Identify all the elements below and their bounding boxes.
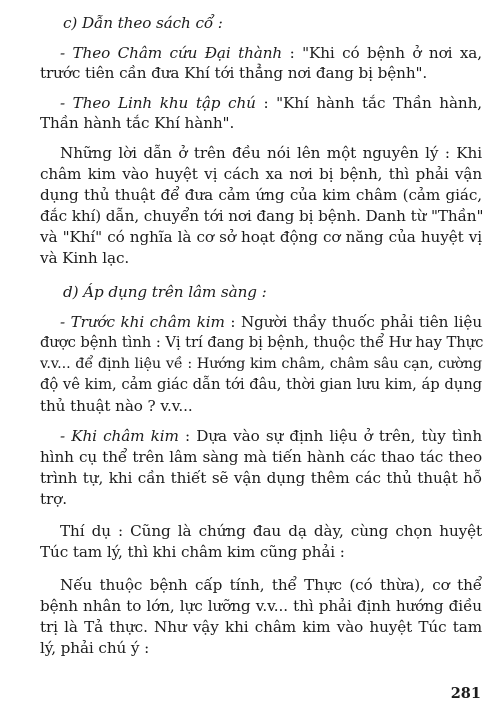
- paragraph-line: và Kinh lạc.: [40, 249, 130, 267]
- paragraph-line: Thí dụ : Cũng là chứng đau dạ dày, cùng chọn huyệt: [60, 522, 482, 540]
- subheading-before-needling: - Trước khi châm kim: [60, 313, 225, 331]
- citation-text: : "Khí hành tắc Thần hành,: [255, 94, 483, 112]
- paragraph-line: Túc tam lý, thì khi châm kim cũng phải :: [40, 543, 345, 561]
- citation-line-2: trước tiên cần đưa Khí tới thẳng nơi đang bị bệnh".: [40, 64, 428, 82]
- paragraph-line: và "Khí" có nghĩa là cơ sở hoạt động cơ năng của huyệt vị: [40, 228, 482, 246]
- citation-line-1: [60, 44, 482, 62]
- paragraph-line: - Khi châm kim : Dựa vào sự định liệu ở trên, tùy tình: [60, 427, 483, 445]
- paragraph-line: đắc khí) dẫn, chuyển tới nơi đang bị bệnh. Danh từ "Thần": [40, 207, 484, 225]
- citation-line-4: Thần hành tắc Khí hành".: [40, 114, 235, 132]
- subheading-when-needling: - Khi châm kim: [60, 427, 179, 445]
- paragraph-line: bệnh nhân to lớn, lực lưỡng v.v... thì phải định hướng điều: [40, 597, 482, 615]
- citation-source: - Theo Châm cứu Đại thành: [60, 44, 283, 62]
- paragraph-line: dụng thủ thuật để đưa cảm ứng của kim châm (cảm giác,: [40, 186, 482, 204]
- paragraph-line: châm kim vào huyệt vị cách xa nơi bị bệnh, thì phải vận: [40, 165, 482, 183]
- page-number: 281: [450, 685, 481, 702]
- paragraph-line: hình cụ thể trên lâm sàng mà tiến hành các thao tác theo: [40, 448, 482, 466]
- paragraph-line: trình tự, khi cần thiết sẽ vận dụng thêm các thủ thuật hỗ: [40, 469, 482, 487]
- section-heading-d: d) Áp dụng trên lâm sàng :: [63, 283, 267, 301]
- paragraph-line: Những lời dẫn ở trên đều nói lên một nguyên lý : Khi: [60, 144, 482, 162]
- paragraph-line: - Trước khi châm kim : Người thầy thuốc phải tiên liệu: [60, 313, 483, 331]
- paragraph-line: thủ thuật nào ? v.v...: [40, 397, 193, 415]
- paragraph-line: trợ.: [40, 490, 67, 508]
- paragraph-line: v.v... để định liệu về : Hướng kim châm, châm sâu cạn, cường: [40, 356, 482, 372]
- citation-line-3: [60, 94, 482, 112]
- paragraph-line: độ vê kim, cảm giác dẫn tới đâu, thời gian lưu kim, áp dụng: [40, 376, 482, 393]
- paragraph-line: lý, phải chú ý :: [40, 639, 150, 657]
- paragraph-line: trị là Tả thực. Như vậy khi châm kim vào huyệt Túc tam: [40, 618, 482, 636]
- paragraph-line: được bệnh tình : Vị trí đang bị bệnh, thuộc thể Hư hay Thực: [40, 334, 484, 351]
- paragraph-line: Nếu thuộc bệnh cấp tính, thể Thực (có thừa), cơ thể: [60, 576, 482, 594]
- citation-text: : "Khi có bệnh ở nơi xa,: [282, 44, 482, 62]
- section-heading-c: c) Dẫn theo sách cổ :: [63, 14, 223, 32]
- citation-source: - Theo Linh khu tập chú: [60, 94, 256, 112]
